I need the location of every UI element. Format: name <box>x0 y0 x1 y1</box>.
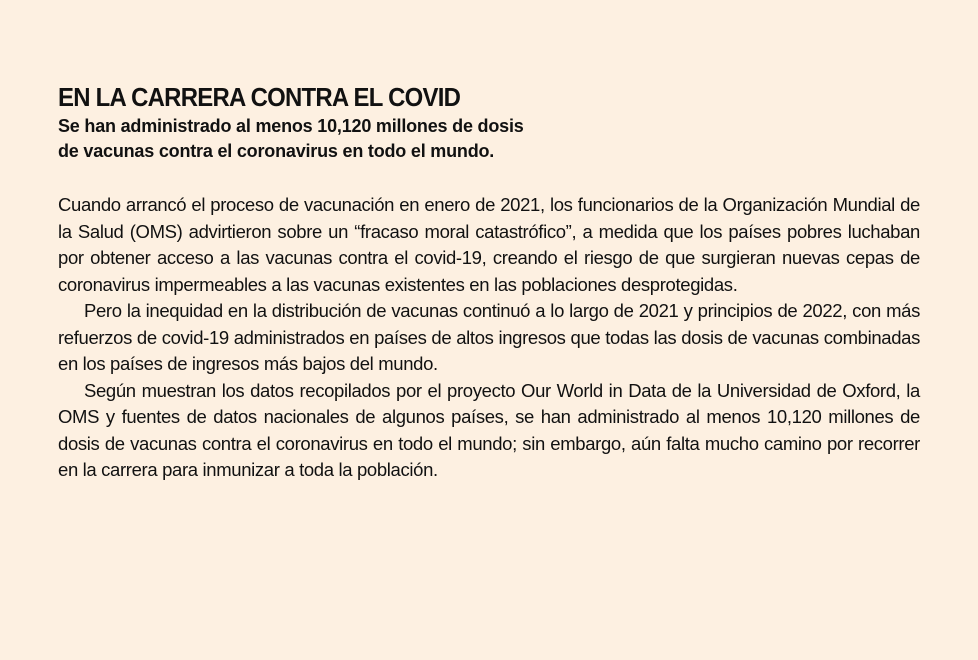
paragraph-2: Pero la inequidad en la distribución de vacunas continuó a lo largo de 2021 y principios de 2022, con más refuerzos de covid-19 administrados en países de altos ingresos que todas las dosis de vacunas combinadas en los países de ingresos más bajos del mundo. <box>58 300 920 374</box>
paragraph-3: Según muestran los datos recopilados por el proyecto Our World in Data de la Universidad de Oxford, la OMS y fuentes de datos nacionales de algunos países, se han administrado al menos 10,120 millones de dosis de vacunas contra el coronavirus en todo el mundo; sin embargo, aún falta mucho camino por recorrer en la carrera para inmunizar a toda la población. <box>58 379 920 480</box>
deck-line-1: Se han administrado al menos 10,120 millones de dosis <box>58 116 524 136</box>
deck-line-2: de vacunas contra el coronavirus en todo el mundo. <box>58 141 495 161</box>
headline: EN LA CARRERA CONTRA EL COVID <box>58 82 461 112</box>
article-body <box>58 192 920 484</box>
deck <box>58 114 920 164</box>
article <box>58 82 920 484</box>
paragraph-1: Cuando arrancó el proceso de vacunación en enero de 2021, los funcionarios de la Organización Mundial de la Salud (OMS) advirtieron sobre un “fracaso moral catastrófico”, a medida que los países pobres luchaban por obtener acceso a las vacunas contra el covid-19, creando el riesgo de que surgieran nuevas cepas de coronavirus impermeables a las vacunas existentes en las poblaciones desprotegidas. <box>58 194 920 295</box>
